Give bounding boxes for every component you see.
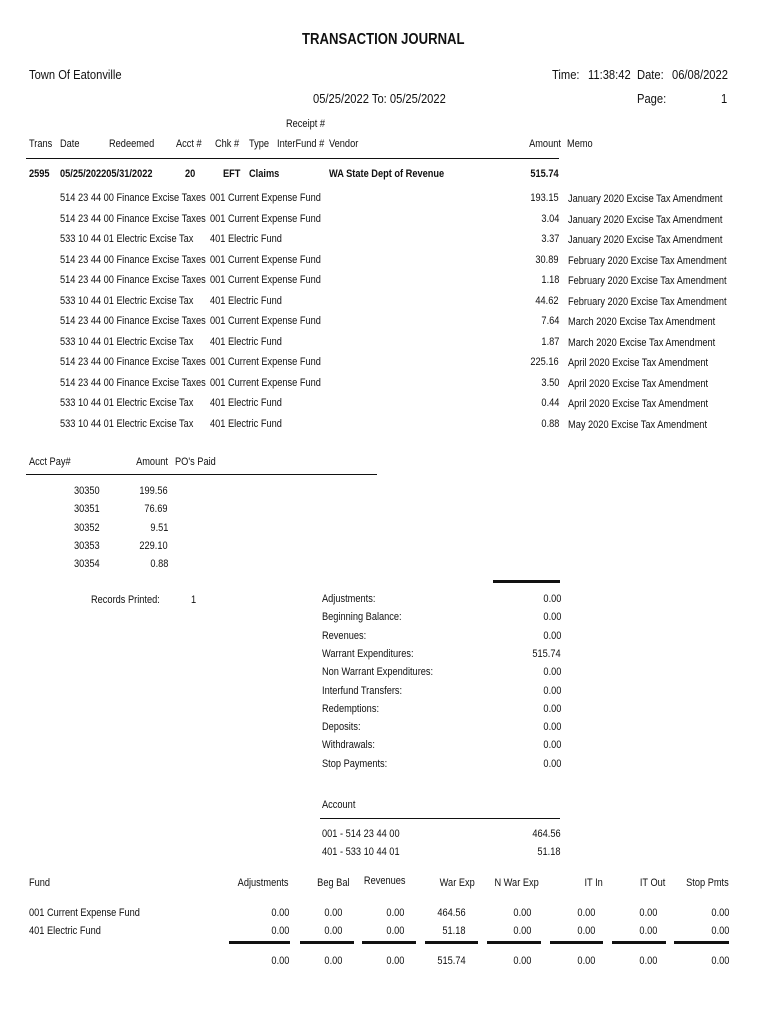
line-amount: 0.44 — [541, 397, 559, 409]
col-interfund: InterFund # — [277, 138, 325, 150]
acctpay-amount: 229.10 — [139, 539, 168, 552]
line-memo: April 2020 Excise Tax Amendment — [568, 398, 709, 410]
line-account: 533 10 44 01 Electric Excise Tax — [60, 233, 194, 245]
fund-name: 001 Current Expense Fund — [29, 907, 140, 919]
fund-total: 0.00 — [386, 955, 404, 967]
trans-chk: EFT — [223, 168, 241, 180]
fund-col-header: Revenues — [364, 875, 406, 887]
trans-number: 2595 — [29, 168, 50, 180]
fund-value: 0.00 — [513, 907, 531, 919]
line-amount: 1.18 — [541, 274, 559, 286]
line-account: 533 10 44 01 Electric Excise Tax — [60, 397, 194, 409]
date-value: 06/08/2022 — [672, 67, 728, 82]
line-amount: 30.89 — [535, 253, 559, 266]
line-account: 514 23 44 00 Finance Excise Taxes — [60, 376, 206, 389]
fund-col-header: Adjustments — [238, 877, 289, 889]
line-fund: 401 Electric Fund — [210, 294, 282, 307]
summary-value: 0.00 — [543, 629, 561, 642]
acctpay-number: 30354 — [74, 558, 100, 571]
line-memo: May 2020 Excise Tax Amendment — [568, 418, 708, 431]
fund-value: 0.00 — [271, 925, 289, 937]
line-account: 533 10 44 01 Electric Excise Tax — [60, 417, 194, 430]
summary-label: Withdrawals: — [322, 739, 375, 752]
fund-value: 0.00 — [639, 907, 657, 919]
trans-type: Claims — [249, 168, 280, 180]
fund-name: 401 Electric Fund — [29, 925, 101, 937]
account-label: 001 - 514 23 44 00 — [322, 828, 400, 840]
fund-col-fund: Fund — [29, 877, 51, 889]
fund-col-header: War Exp — [439, 877, 475, 889]
fund-total: 0.00 — [513, 955, 531, 967]
line-account: 514 23 44 00 Finance Excise Taxes — [60, 274, 206, 286]
fund-value: 0.00 — [513, 925, 531, 937]
trans-dates: 05/25/202205/31/2022 — [60, 168, 153, 180]
acctpay-amount: 199.56 — [139, 485, 168, 497]
acctpay-header-paid: PO's Paid — [175, 456, 216, 468]
summary-label: Stop Payments: — [322, 757, 388, 770]
line-memo: January 2020 Excise Tax Amendment — [568, 213, 723, 226]
fund-total: 0.00 — [711, 955, 729, 967]
line-fund: 401 Electric Fund — [210, 417, 282, 430]
fund-value: 464.56 — [437, 907, 466, 919]
summary-label: Adjustments: — [322, 593, 376, 605]
line-account: 514 23 44 00 Finance Excise Taxes — [60, 253, 206, 266]
fund-value: 0.00 — [639, 925, 657, 937]
page-number: 1 — [720, 91, 727, 106]
summary-label: Beginning Balance: — [322, 611, 402, 624]
col-memo: Memo — [567, 138, 593, 150]
acctpay-rule — [26, 474, 377, 475]
fund-total: 515.74 — [437, 955, 466, 967]
summary-value: 0.00 — [543, 593, 561, 605]
fund-value: 0.00 — [324, 907, 342, 919]
line-memo: March 2020 Excise Tax Amendment — [568, 316, 716, 328]
summary-value: 0.00 — [543, 739, 561, 752]
totals-rule — [612, 941, 666, 944]
line-fund: 001 Current Expense Fund — [210, 212, 321, 225]
account-label: 401 - 533 10 44 01 — [322, 846, 400, 858]
line-memo: February 2020 Excise Tax Amendment — [568, 254, 727, 267]
acctpay-amount: 76.69 — [144, 503, 168, 516]
line-amount: 44.62 — [535, 294, 559, 307]
line-amount: 3.04 — [541, 212, 559, 225]
acctpay-number: 30352 — [74, 521, 100, 534]
line-account: 514 23 44 00 Finance Excise Taxes — [60, 212, 206, 225]
line-memo: April 2020 Excise Tax Amendment — [568, 357, 709, 369]
fund-col-header: IT In — [584, 877, 603, 889]
summary-value: 0.00 — [543, 757, 561, 770]
line-fund: 401 Electric Fund — [210, 397, 282, 409]
line-account: 533 10 44 01 Electric Excise Tax — [60, 294, 194, 307]
totals-rule — [300, 941, 354, 944]
col-receipt: Receipt # — [286, 118, 326, 130]
totals-rule — [550, 941, 603, 944]
acctpay-amount: 9.51 — [150, 521, 168, 534]
summary-value: 0.00 — [543, 666, 561, 679]
col-type: Type — [249, 138, 270, 150]
acctpay-header-amount: Amount — [136, 456, 168, 468]
report-title: TRANSACTION JOURNAL — [302, 31, 465, 48]
line-amount: 0.88 — [541, 417, 559, 430]
col-acct: Acct # — [176, 138, 202, 150]
acctpay-header-pay: Acct Pay# — [29, 456, 71, 468]
line-memo: January 2020 Excise Tax Amendment — [568, 193, 723, 205]
line-memo: April 2020 Excise Tax Amendment — [568, 377, 709, 390]
account-value: 51.18 — [537, 846, 561, 858]
time-label: Time: — [552, 67, 580, 82]
totals-rule — [425, 941, 478, 944]
col-trans: Trans — [29, 138, 53, 150]
fund-total: 0.00 — [639, 955, 657, 967]
summary-label: Deposits: — [322, 721, 361, 734]
line-account: 514 23 44 00 Finance Excise Taxes — [60, 315, 206, 327]
acctpay-number: 30350 — [74, 485, 100, 497]
fund-value: 0.00 — [577, 925, 595, 937]
fund-total: 0.00 — [271, 955, 289, 967]
col-vendor: Vendor — [329, 138, 359, 150]
records-value: 1 — [191, 594, 197, 606]
totals-rule — [674, 941, 729, 944]
summary-label: Redemptions: — [322, 702, 380, 715]
fund-col-header: Stop Pmts — [686, 877, 729, 889]
col-amount: Amount — [529, 138, 561, 150]
org-name: Town Of Eatonville — [29, 67, 122, 82]
totals-rule — [362, 941, 416, 944]
fund-total: 0.00 — [324, 955, 342, 967]
fund-value: 0.00 — [711, 907, 729, 919]
account-header: Account — [322, 799, 356, 811]
summary-top-rule — [493, 580, 560, 583]
date-label: Date: — [637, 67, 664, 82]
line-amount: 3.50 — [541, 376, 559, 389]
acctpay-number: 30351 — [74, 503, 100, 516]
summary-value: 0.00 — [543, 721, 561, 734]
line-fund: 401 Electric Fund — [210, 335, 282, 348]
trans-vendor: WA State Dept of Revenue — [329, 168, 445, 180]
fund-value: 0.00 — [271, 907, 289, 919]
fund-col-header: Beg Bal — [317, 877, 350, 889]
summary-label: Interfund Transfers: — [322, 684, 403, 697]
line-account: 533 10 44 01 Electric Excise Tax — [60, 335, 194, 348]
fund-value: 0.00 — [386, 925, 404, 937]
summary-value: 0.00 — [543, 684, 561, 697]
line-memo: March 2020 Excise Tax Amendment — [568, 336, 716, 349]
fund-value: 51.18 — [442, 925, 466, 937]
line-fund: 001 Current Expense Fund — [210, 274, 321, 286]
acctpay-amount: 0.88 — [150, 558, 168, 571]
trans-amount: 515.74 — [530, 168, 559, 180]
line-amount: 3.37 — [541, 233, 559, 245]
fund-col-header: N War Exp — [494, 877, 539, 889]
line-memo: January 2020 Excise Tax Amendment — [568, 234, 723, 246]
time-value: 11:38:42 — [588, 67, 631, 82]
line-fund: 401 Electric Fund — [210, 233, 282, 245]
fund-col-header: IT Out — [639, 877, 665, 889]
line-amount: 7.64 — [541, 315, 559, 327]
line-amount: 193.15 — [530, 192, 559, 204]
header-rule — [26, 158, 559, 159]
summary-label: Warrant Expenditures: — [322, 647, 414, 660]
date-range: 05/25/2022 To: 05/25/2022 — [313, 91, 446, 106]
line-memo: February 2020 Excise Tax Amendment — [568, 295, 727, 308]
fund-value: 0.00 — [324, 925, 342, 937]
line-account: 514 23 44 00 Finance Excise Taxes — [60, 356, 206, 368]
summary-value: 515.74 — [532, 647, 561, 660]
col-date: Date — [60, 138, 80, 150]
fund-value: 0.00 — [386, 907, 404, 919]
account-rule — [320, 818, 560, 819]
col-redeemed: Redeemed — [109, 138, 155, 150]
line-fund: 001 Current Expense Fund — [210, 192, 321, 204]
line-amount: 1.87 — [541, 335, 559, 348]
fund-total: 0.00 — [577, 955, 595, 967]
totals-rule — [487, 941, 541, 944]
line-fund: 001 Current Expense Fund — [210, 376, 321, 389]
summary-label: Non Warrant Expenditures: — [322, 666, 434, 679]
line-amount: 225.16 — [530, 356, 559, 368]
page-label: Page: — [637, 91, 667, 106]
summary-value: 0.00 — [543, 611, 561, 624]
account-value: 464.56 — [532, 828, 561, 840]
summary-value: 0.00 — [543, 702, 561, 715]
totals-rule — [229, 941, 290, 944]
line-memo: February 2020 Excise Tax Amendment — [568, 275, 727, 287]
acctpay-number: 30353 — [74, 539, 100, 552]
fund-value: 0.00 — [577, 907, 595, 919]
summary-label: Revenues: — [322, 629, 367, 642]
line-account: 514 23 44 00 Finance Excise Taxes — [60, 192, 206, 204]
fund-value: 0.00 — [711, 925, 729, 937]
records-label: Records Printed: — [91, 594, 160, 606]
line-fund: 001 Current Expense Fund — [210, 356, 321, 368]
trans-acct: 20 — [184, 168, 195, 180]
col-chk: Chk # — [215, 138, 240, 150]
line-fund: 001 Current Expense Fund — [210, 253, 321, 266]
line-fund: 001 Current Expense Fund — [210, 315, 321, 327]
